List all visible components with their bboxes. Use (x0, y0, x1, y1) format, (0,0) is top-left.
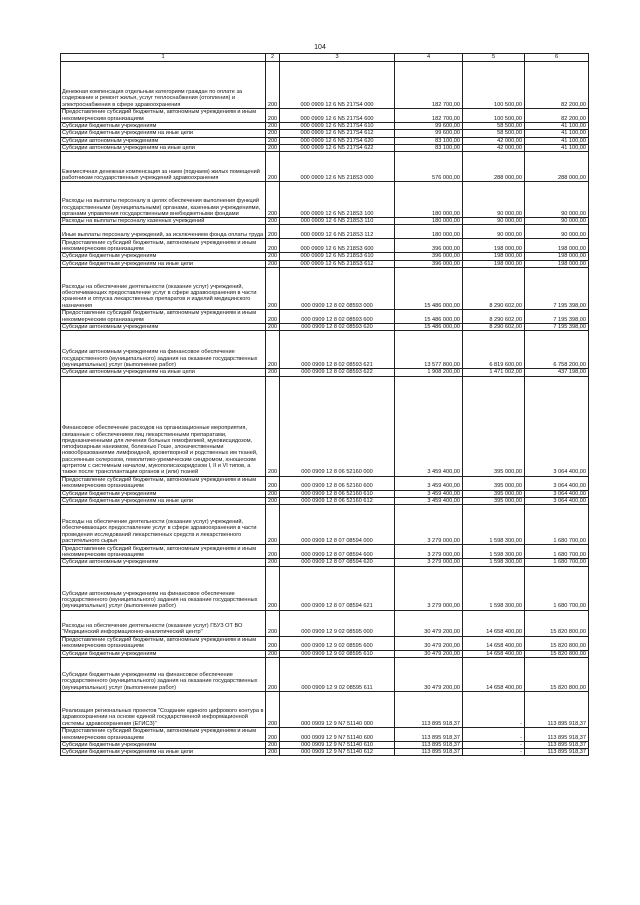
amount-total: 3 459 400,00 (395, 376, 463, 476)
column-header: 5 (463, 54, 525, 62)
item-description: Расходы на выплаты персоналу в целях обеспечения выполнения функций государственными (муниципальными) органами, казенными учреждениями, органами управления государственными внебюджетными фондами (61, 182, 266, 218)
budget-code: 000 0909 12 6 N5 218S3 610 (280, 253, 395, 260)
amount-col6: 90 000,00 (525, 218, 589, 225)
amount-total: 83 100,00 (395, 137, 463, 144)
amount-col6: 7 195 398,00 (525, 310, 589, 324)
amount-col6: 41 100,00 (525, 144, 589, 151)
budget-code: 000 0909 12 6 N5 217S4 612 (280, 130, 395, 137)
section-code: 200 (266, 239, 280, 253)
table-row (61, 310, 589, 324)
amount-col6: 6 758 200,00 (525, 331, 589, 369)
amount-total: 113 895 918,37 (395, 691, 463, 727)
table-row (61, 636, 589, 650)
amount-col5: 8 290 602,00 (463, 268, 525, 310)
item-description: Субсидии бюджетным учреждениям (61, 650, 266, 657)
section-code: 200 (266, 218, 280, 225)
budget-code: 000 0909 12 6 N5 218S3 100 (280, 182, 395, 218)
amount-col6: 198 000,00 (525, 260, 589, 267)
amount-col6: 1 680 700,00 (525, 566, 589, 610)
amount-col6: 1 680 700,00 (525, 559, 589, 566)
amount-total: 15 486 000,00 (395, 324, 463, 331)
amount-col6: 41 100,00 (525, 130, 589, 137)
budget-code: 000 0909 12 8 02 08593 000 (280, 268, 395, 310)
item-description: Финансовое обеспечение расходов на организационные мероприятия, связанные с обеспечением лиц лекарственными препаратами, предназначенными для лечения больных гемофилией, муковисцидозом, гипофизарным нанизмом, болезнью Гоше, злокачественными новообразованиями лимфоидной, кроветворной и родственных им тканей, рассеянным склерозом, гемолитико-уремическим синдромом, юношеским артритом с системным началом, мукополисахаридозом I, II и VI типов, а также после трансплантации органов и (или) тканей (61, 376, 266, 476)
table-row (61, 260, 589, 267)
budget-code: 000 0909 12 8 02 08593 600 (280, 310, 395, 324)
table-row (61, 253, 589, 260)
budget-code: 000 0909 12 9 N7 51140 610 (280, 741, 395, 748)
amount-col5: 1 471 002,00 (463, 369, 525, 376)
section-code: 200 (266, 727, 280, 741)
amount-total: 3 459 400,00 (395, 476, 463, 490)
item-description: Субсидии бюджетным учреждениям на иные цели (61, 497, 266, 504)
budget-code: 000 0909 12 6 N5 218S3 000 (280, 152, 395, 182)
budget-code: 000 0909 12 8 02 08593 622 (280, 369, 395, 376)
section-code: 200 (266, 144, 280, 151)
budget-code: 000 0909 12 6 N5 217S4 600 (280, 109, 395, 123)
amount-col5: 1 598 300,00 (463, 505, 525, 545)
amount-col6: 82 200,00 (525, 62, 589, 109)
table-row (61, 331, 589, 369)
section-code: 200 (266, 123, 280, 130)
section-code: 200 (266, 331, 280, 369)
amount-col5: 198 000,00 (463, 239, 525, 253)
amount-total: 30 479 200,00 (395, 650, 463, 657)
amount-col5: - (463, 727, 525, 741)
amount-col6: 113 895 918,37 (525, 749, 589, 756)
amount-col6: 15 820 800,00 (525, 636, 589, 650)
amount-total: 30 479 200,00 (395, 636, 463, 650)
amount-col6: 7 195 398,00 (525, 324, 589, 331)
item-description: Субсидии автономным учреждениям (61, 559, 266, 566)
budget-code: 000 0909 12 8 06 52160 600 (280, 476, 395, 490)
amount-col6: 15 820 800,00 (525, 657, 589, 691)
budget-code: 000 0909 12 8 02 08593 621 (280, 331, 395, 369)
table-row (61, 749, 589, 756)
page-number: 104 (314, 44, 326, 51)
section-code: 200 (266, 152, 280, 182)
budget-table (60, 53, 589, 756)
amount-col6: 113 895 918,37 (525, 741, 589, 748)
table-row (61, 369, 589, 376)
table-row (61, 144, 589, 151)
budget-code: 000 0909 12 6 N5 217S4 000 (280, 62, 395, 109)
section-code: 200 (266, 225, 280, 239)
budget-code: 000 0909 12 9 02 08595 000 (280, 610, 395, 636)
amount-col5: - (463, 741, 525, 748)
item-description: Расходы на обеспечение деятельности (оказание услуг) учреждений, обеспечивающих предоставление услуг в сфере здравоохранения в части проведения исследований лекарственных средств и лекарственного растительного сырья (61, 505, 266, 545)
amount-total: 3 279 000,00 (395, 559, 463, 566)
amount-total: 30 479 200,00 (395, 657, 463, 691)
section-code: 200 (266, 324, 280, 331)
amount-total: 15 486 000,00 (395, 310, 463, 324)
amount-total: 180 000,00 (395, 182, 463, 218)
item-description: Субсидии автономным учреждениям на финансовое обеспечение государственного (муниципального) задания на оказание государственных (муниципальных) услуг (выполнение работ) (61, 331, 266, 369)
budget-code: 000 0909 12 6 N5 217S4 610 (280, 123, 395, 130)
item-description: Денежная компенсация отдельным категориям граждан по оплате за содержание и ремонт жилья, услуг теплоснабжения (отопления) и электроснабжения в сфере здравоохранения (61, 62, 266, 109)
table-row (61, 182, 589, 218)
item-description: Субсидии бюджетным учреждениям на иные цели (61, 749, 266, 756)
amount-col5: 42 000,00 (463, 137, 525, 144)
budget-code: 000 0909 12 8 02 08593 620 (280, 324, 395, 331)
section-code: 200 (266, 490, 280, 497)
amount-total: 576 000,00 (395, 152, 463, 182)
item-description: Субсидии автономным учреждениям (61, 137, 266, 144)
table-row (61, 130, 589, 137)
section-code: 200 (266, 137, 280, 144)
section-code: 200 (266, 310, 280, 324)
amount-col5: 58 500,00 (463, 123, 525, 130)
budget-code: 000 0909 12 6 N5 218S3 110 (280, 218, 395, 225)
section-code: 200 (266, 610, 280, 636)
amount-total: 99 600,00 (395, 130, 463, 137)
table-row (61, 476, 589, 490)
budget-code: 000 0909 12 9 N7 51140 600 (280, 727, 395, 741)
amount-col5: 100 500,00 (463, 109, 525, 123)
item-description: Расходы на обеспечение деятельности (оказание услуг) ГБУЗ ОТ ВО "Медицинский информационно-аналитический центр" (61, 610, 266, 636)
item-description: Субсидии автономным учреждениям на иные цели (61, 144, 266, 151)
amount-col5: 8 290 602,00 (463, 324, 525, 331)
table-row (61, 376, 589, 476)
amount-total: 15 486 000,00 (395, 268, 463, 310)
item-description: Предоставление субсидий бюджетным, автономным учреждениям и иным некоммерческим организациям (61, 310, 266, 324)
amount-col5: 90 000,00 (463, 218, 525, 225)
table-row (61, 566, 589, 610)
amount-total: 180 000,00 (395, 218, 463, 225)
amount-total: 3 459 400,00 (395, 490, 463, 497)
table-row (61, 218, 589, 225)
item-description: Предоставление субсидий бюджетным, автономным учреждениям и иным некоммерческим организациям (61, 476, 266, 490)
item-description: Субсидии автономным учреждениям (61, 324, 266, 331)
table-row (61, 650, 589, 657)
section-code: 200 (266, 749, 280, 756)
amount-col5: 90 000,00 (463, 225, 525, 239)
table-row (61, 268, 589, 310)
item-description: Предоставление субсидий бюджетным, автономным учреждениям и иным некоммерческим организациям (61, 109, 266, 123)
table-row (61, 62, 589, 109)
amount-col5: 100 500,00 (463, 62, 525, 109)
amount-col6: 3 064 400,00 (525, 497, 589, 504)
column-header: 1 (61, 54, 266, 62)
table-row (61, 324, 589, 331)
budget-code: 000 0909 12 8 07 08594 621 (280, 566, 395, 610)
amount-col5: 395 000,00 (463, 376, 525, 476)
budget-code: 000 0909 12 8 06 52160 610 (280, 490, 395, 497)
amount-total: 83 100,00 (395, 144, 463, 151)
amount-total: 30 479 200,00 (395, 610, 463, 636)
section-code: 200 (266, 476, 280, 490)
table-row (61, 610, 589, 636)
section-code: 200 (266, 62, 280, 109)
table-row (61, 727, 589, 741)
amount-total: 3 279 000,00 (395, 505, 463, 545)
budget-code: 000 0909 12 9 02 08595 610 (280, 650, 395, 657)
amount-col5: 1 598 300,00 (463, 566, 525, 610)
column-header: 4 (395, 54, 463, 62)
budget-code: 000 0909 12 6 N5 217S4 622 (280, 144, 395, 151)
column-header: 6 (525, 54, 589, 62)
amount-col6: 82 200,00 (525, 109, 589, 123)
item-description: Расходы на выплаты персоналу казенных учреждений (61, 218, 266, 225)
amount-total: 396 000,00 (395, 253, 463, 260)
amount-total: 13 577 800,00 (395, 331, 463, 369)
budget-code: 000 0909 12 6 N5 218S3 600 (280, 239, 395, 253)
amount-col5: 42 000,00 (463, 144, 525, 151)
item-description: Субсидии автономным учреждениям на финансовое обеспечение государственного (муниципального) задания на оказание государственных (муниципальных) услуг (выполнение работ) (61, 566, 266, 610)
amount-col6: 3 064 400,00 (525, 476, 589, 490)
item-description: Ежемесячная денежная компенсация за наем (поднаем) жилых помещений работникам государственных учреждений здравоохранения (61, 152, 266, 182)
amount-total: 182 700,00 (395, 62, 463, 109)
item-description: Предоставление субсидий бюджетным, автономным учреждениям и иным некоммерческим организациям (61, 239, 266, 253)
budget-code: 000 0909 12 9 N7 51140 000 (280, 691, 395, 727)
item-description: Субсидии бюджетным учреждениям на финансовое обеспечение государственного (муниципального) задания на оказание государственных (муниципальных) услуг (выполнение работ) (61, 657, 266, 691)
item-description: Расходы на обеспечение деятельности (оказание услуг) учреждений, обеспечивающих предоставление услуг в сфере здравоохранения в части хранения и отпуска лекарственных препаратов и изделий медицинского назначения (61, 268, 266, 310)
amount-col6: 288 000,00 (525, 152, 589, 182)
table-row (61, 657, 589, 691)
amount-col6: 90 000,00 (525, 225, 589, 239)
amount-total: 182 700,00 (395, 109, 463, 123)
budget-code: 000 0909 12 6 N5 217S4 620 (280, 137, 395, 144)
column-header: 2 (266, 54, 280, 62)
amount-col5: - (463, 749, 525, 756)
amount-col5: 6 819 600,00 (463, 331, 525, 369)
amount-col5: 198 000,00 (463, 253, 525, 260)
budget-code: 000 0909 12 9 02 08595 600 (280, 636, 395, 650)
amount-total: 1 908 200,00 (395, 369, 463, 376)
column-header: 3 (280, 54, 395, 62)
table-row (61, 497, 589, 504)
amount-total: 113 895 918,37 (395, 749, 463, 756)
item-description: Субсидии бюджетным учреждениям (61, 741, 266, 748)
amount-col5: 58 500,00 (463, 130, 525, 137)
table-row (61, 741, 589, 748)
section-code: 200 (266, 545, 280, 559)
amount-total: 3 279 000,00 (395, 545, 463, 559)
amount-col6: 15 820 800,00 (525, 610, 589, 636)
amount-total: 180 000,00 (395, 225, 463, 239)
amount-col6: 7 195 398,00 (525, 268, 589, 310)
amount-col6: 113 895 918,37 (525, 727, 589, 741)
amount-col6: 41 100,00 (525, 123, 589, 130)
item-description: Субсидии бюджетным учреждениям на иные цели (61, 260, 266, 267)
item-description: Предоставление субсидий бюджетным, автономным учреждениям и иным некоммерческим организациям (61, 636, 266, 650)
section-code: 200 (266, 260, 280, 267)
amount-total: 3 459 400,00 (395, 497, 463, 504)
item-description: Реализация региональных проектов "Создание единого цифрового контура в здравоохранении на основе единой государственной информационной системы здравоохранения (ЕГИСЗ)" (61, 691, 266, 727)
amount-col5: 395 000,00 (463, 497, 525, 504)
amount-total: 113 895 918,37 (395, 727, 463, 741)
amount-total: 99 600,00 (395, 123, 463, 130)
budget-code: 000 0909 12 8 06 52160 612 (280, 497, 395, 504)
item-description: Субсидии бюджетным учреждениям (61, 490, 266, 497)
budget-code: 000 0909 12 8 07 08594 000 (280, 505, 395, 545)
table-row (61, 691, 589, 727)
budget-code: 000 0909 12 8 07 08594 600 (280, 545, 395, 559)
amount-col5: 14 658 400,00 (463, 610, 525, 636)
amount-col6: 198 000,00 (525, 239, 589, 253)
amount-col5: 14 658 400,00 (463, 636, 525, 650)
amount-col5: 8 290 602,00 (463, 310, 525, 324)
amount-col6: 437 198,00 (525, 369, 589, 376)
section-code: 200 (266, 109, 280, 123)
section-code: 200 (266, 741, 280, 748)
amount-col5: 90 000,00 (463, 182, 525, 218)
table-row (61, 109, 589, 123)
section-code: 200 (266, 182, 280, 218)
amount-col5: 395 000,00 (463, 490, 525, 497)
section-code: 200 (266, 559, 280, 566)
section-code: 200 (266, 268, 280, 310)
table-row (61, 152, 589, 182)
table-row (61, 545, 589, 559)
section-code: 200 (266, 253, 280, 260)
budget-code: 000 0909 12 8 06 52160 000 (280, 376, 395, 476)
budget-code: 000 0909 12 6 N5 218S3 112 (280, 225, 395, 239)
amount-col5: 395 000,00 (463, 476, 525, 490)
amount-total: 3 279 000,00 (395, 566, 463, 610)
item-description: Субсидии бюджетным учреждениям (61, 123, 266, 130)
table-row (61, 505, 589, 545)
amount-col6: 3 064 400,00 (525, 376, 589, 476)
table-row (61, 559, 589, 566)
table-row (61, 123, 589, 130)
section-code: 200 (266, 505, 280, 545)
amount-col5: - (463, 691, 525, 727)
section-code: 200 (266, 636, 280, 650)
item-description: Субсидии бюджетным учреждениям (61, 253, 266, 260)
item-description: Субсидии бюджетным учреждениям на иные цели (61, 130, 266, 137)
budget-code: 000 0909 12 8 07 08594 620 (280, 559, 395, 566)
amount-col5: 198 000,00 (463, 260, 525, 267)
item-description: Субсидии автономным учреждениям на иные цели (61, 369, 266, 376)
table-row (61, 490, 589, 497)
table-row (61, 225, 589, 239)
table-row (61, 239, 589, 253)
budget-code: 000 0909 12 6 N5 218S3 612 (280, 260, 395, 267)
amount-col5: 14 658 400,00 (463, 650, 525, 657)
amount-col5: 1 598 300,00 (463, 545, 525, 559)
amount-col6: 41 100,00 (525, 137, 589, 144)
section-code: 200 (266, 691, 280, 727)
amount-col6: 1 680 700,00 (525, 505, 589, 545)
amount-col6: 1 680 700,00 (525, 545, 589, 559)
section-code: 200 (266, 130, 280, 137)
table-row (61, 137, 589, 144)
amount-col6: 90 000,00 (525, 182, 589, 218)
amount-total: 113 895 918,37 (395, 741, 463, 748)
section-code: 200 (266, 650, 280, 657)
budget-code: 000 0909 12 9 N7 51140 612 (280, 749, 395, 756)
budget-code: 000 0909 12 9 02 08595 611 (280, 657, 395, 691)
amount-total: 396 000,00 (395, 260, 463, 267)
header-row (61, 54, 589, 62)
amount-col6: 198 000,00 (525, 253, 589, 260)
section-code: 200 (266, 566, 280, 610)
amount-col6: 113 895 918,37 (525, 691, 589, 727)
amount-col6: 15 820 800,00 (525, 650, 589, 657)
item-description: Предоставление субсидий бюджетным, автономным учреждениям и иным некоммерческим организациям (61, 727, 266, 741)
amount-col5: 14 658 400,00 (463, 657, 525, 691)
section-code: 200 (266, 369, 280, 376)
section-code: 200 (266, 376, 280, 476)
amount-col5: 1 598 300,00 (463, 559, 525, 566)
amount-total: 396 000,00 (395, 239, 463, 253)
item-description: Предоставление субсидий бюджетным, автономным учреждениям и иным некоммерческим организациям (61, 545, 266, 559)
section-code: 200 (266, 657, 280, 691)
amount-col5: 288 000,00 (463, 152, 525, 182)
item-description: Иные выплаты персоналу учреждений, за исключением фонда оплаты труда (61, 225, 266, 239)
section-code: 200 (266, 497, 280, 504)
amount-col6: 3 064 400,00 (525, 490, 589, 497)
